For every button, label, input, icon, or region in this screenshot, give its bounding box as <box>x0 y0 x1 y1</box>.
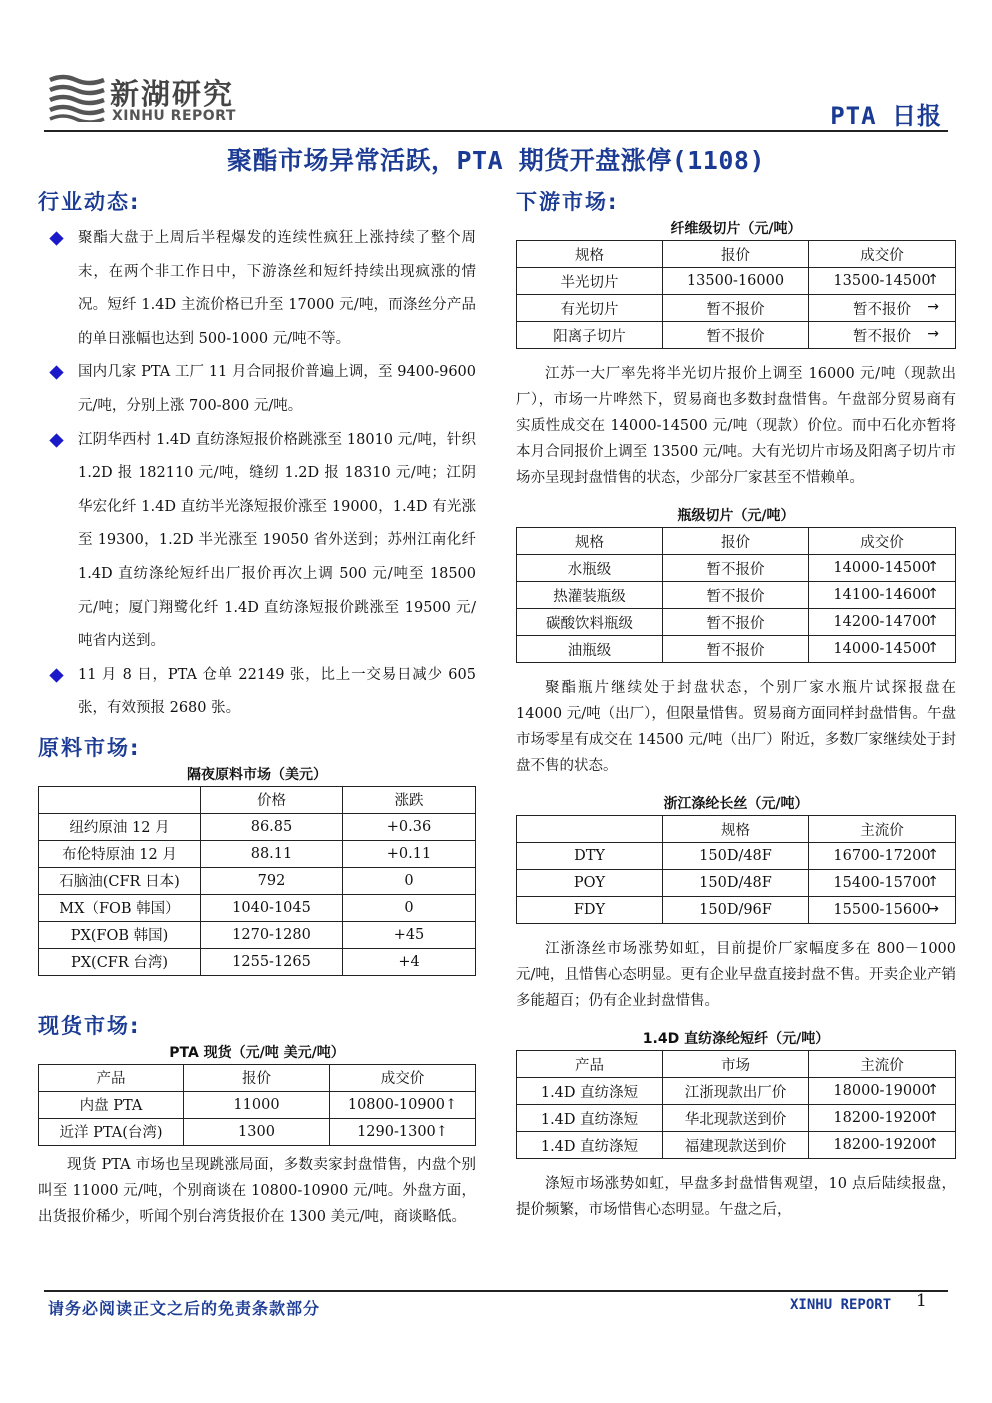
right-column <box>516 186 956 1223</box>
table-cell: 水瓶级 <box>517 555 663 582</box>
filament-paragraph: 江浙涤丝市场涨势如虹，目前提价厂家幅度多在 800－1000 元/吨，且惜售心态明显。更有企业早盘直接封盘不售。开卖企业产销多能超百；仍有企业封盘惜售。 <box>516 941 956 1009</box>
table-cell <box>809 555 956 582</box>
table-row <box>39 1091 476 1118</box>
table-row <box>517 555 956 582</box>
diamond-bullet-icon <box>49 366 63 380</box>
table-header-row <box>39 786 476 813</box>
table-header-row <box>39 1064 476 1091</box>
up-arrow-icon: ↑ <box>445 1096 458 1113</box>
table-cell <box>809 636 956 663</box>
table-header-row <box>517 1051 956 1078</box>
price-range: 16700-17200 <box>833 848 931 864</box>
price-range: 10800-10900 <box>347 1096 445 1113</box>
fiber-chip-table <box>516 240 956 349</box>
col-header: 涨跌 <box>343 786 476 813</box>
table-row <box>517 295 956 322</box>
price-range: 暂不报价 <box>853 328 911 345</box>
table-cell <box>809 268 956 295</box>
table-row <box>517 1078 956 1105</box>
table-cell: 近洋 PTA(台湾) <box>39 1118 184 1145</box>
table-cell: +0.11 <box>343 840 476 867</box>
table-cell: 阳离子切片 <box>517 322 663 349</box>
table-row <box>517 636 956 663</box>
table-row <box>39 813 476 840</box>
downstream-heading: 下游市场: <box>516 190 619 214</box>
table-cell: 0 <box>343 867 476 894</box>
table-cell: 1040-1045 <box>201 894 343 921</box>
table-row <box>39 840 476 867</box>
up-arrow-icon: ↑ <box>927 1136 939 1152</box>
bottle-chip-table <box>516 527 956 663</box>
footer-divider <box>44 1290 948 1292</box>
diamond-bullet-icon <box>49 668 63 682</box>
spot-heading: 现货市场: <box>38 1013 141 1038</box>
table-row <box>517 582 956 609</box>
table-cell: 1.4D 直纺涤短 <box>517 1132 663 1159</box>
col-header: 报价 <box>184 1064 330 1091</box>
col-header <box>39 786 201 813</box>
wave-logo-icon <box>48 72 106 122</box>
table-cell: 暂不报价 <box>663 322 809 349</box>
bullet-text: 11 月 8 日，PTA 仓单 22149 张，比上一交易日减少 605 张，有效预报 2680 张。 <box>78 666 476 717</box>
staple-table <box>516 1050 956 1159</box>
table-row <box>517 843 956 870</box>
table-cell: 1.4D 直纺涤短 <box>517 1078 663 1105</box>
table-cell <box>809 843 956 870</box>
table-cell: 油瓶级 <box>517 636 663 663</box>
table-row <box>517 322 956 349</box>
col-header: 市场 <box>663 1051 809 1078</box>
raw-material-table <box>38 786 476 976</box>
table-cell <box>809 609 956 636</box>
table-cell: 有光切片 <box>517 295 663 322</box>
header-divider <box>44 130 948 132</box>
price-range: 14200-14700 <box>833 614 931 630</box>
table-row <box>517 609 956 636</box>
fiber-chip-paragraph: 江苏一大厂率先将半光切片报价上调至 16000 元/吨（现款出厂），市场一片哗然下，贸易商也多数封盘惜售。午盘部分贸易商有实质性成交在 14000-14500 元/吨（现款）价位。而中石化亦暂将本月合同报价上调至 13500 元/吨。大有光切片市场及阳离子切片市场亦呈现封盘惜售的状态，少部分厂家甚至不惜赖单。 <box>516 366 956 486</box>
table-cell: 华北现款送到价 <box>663 1105 809 1132</box>
table-cell <box>809 322 956 349</box>
table-cell <box>809 897 956 924</box>
price-range: 暂不报价 <box>853 301 911 318</box>
col-header: 产品 <box>39 1064 184 1091</box>
up-arrow-icon: ↑ <box>927 586 939 602</box>
bullet-text: 国内几家 PTA 工厂 11 月合同报价普遍上调，至 9400-9600 元/吨，分别上涨 700-800 元/吨。 <box>78 364 476 414</box>
report-type-label: PTA 日报 <box>830 102 942 130</box>
logo-english-name: XINHU REPORT <box>112 108 236 124</box>
up-arrow-icon: ↑ <box>927 272 939 288</box>
price-range: 14000-14500 <box>833 641 931 657</box>
up-arrow-icon: ↑ <box>927 1082 939 1098</box>
up-arrow-icon: ↑ <box>927 847 939 863</box>
bottle-chip-paragraph: 聚酯瓶片继续处于封盘状态，个别厂家水瓶片试探报盘在 14000 元/吨（出厂），但限量惜售。贸易商方面同样封盘惜售。午盘市场零星有成交在 14500 元/吨（出厂）附近，多数厂家继续处于封盘不售的状态。 <box>516 680 956 774</box>
list-item <box>38 356 476 423</box>
up-arrow-icon: ↑ <box>435 1123 448 1140</box>
table-row <box>39 894 476 921</box>
spot-table <box>38 1064 476 1146</box>
table-cell: 1255-1265 <box>201 948 343 975</box>
price-range: 18000-19000 <box>833 1083 931 1099</box>
table-header-row <box>517 241 956 268</box>
diamond-bullet-icon <box>49 231 63 245</box>
price-range: 14000-14500 <box>833 560 931 576</box>
col-header: 成交价 <box>330 1064 476 1091</box>
table-cell: 暂不报价 <box>663 636 809 663</box>
col-header: 规格 <box>663 816 809 843</box>
table-row <box>39 1118 476 1145</box>
table-cell: 86.85 <box>201 813 343 840</box>
table-cell: 1300 <box>184 1118 330 1145</box>
right-arrow-icon: → <box>927 299 939 315</box>
table-cell: PX(FOB 韩国) <box>39 921 201 948</box>
table-cell: 石脑油(CFR 日本) <box>39 867 201 894</box>
price-range: 15400-15700 <box>833 875 931 891</box>
report-header <box>44 66 948 132</box>
col-header: 主流价 <box>809 816 956 843</box>
table-row <box>517 1105 956 1132</box>
table-cell: 1270-1280 <box>201 921 343 948</box>
table-header-row <box>517 528 956 555</box>
table-cell: +4 <box>343 948 476 975</box>
disclaimer-notice: 请务必阅读正文之后的免责条款部分 <box>48 1299 321 1318</box>
table-cell: 暂不报价 <box>663 609 809 636</box>
page-number: 1 <box>916 1291 927 1311</box>
spot-caption: PTA 现货（元/吨 美元/吨） <box>169 1044 345 1061</box>
table-cell: MX（FOB 韩国） <box>39 894 201 921</box>
table-header-row <box>517 816 956 843</box>
table-cell: 暂不报价 <box>663 295 809 322</box>
up-arrow-icon: ↑ <box>927 559 939 575</box>
list-item <box>38 424 476 659</box>
logo-chinese-name: 新湖研究 <box>110 77 235 111</box>
industry-heading: 行业动态: <box>38 190 141 214</box>
price-range: 15500-15600 <box>833 902 931 918</box>
spot-paragraph: 现货 PTA 市场也呈现跳涨局面，多数卖家封盘惜售，内盘个别叫至 11000 元/吨，个别商谈在 10800-10900 元/吨。外盘方面，出货报价稀少，听闻个别台湾货报价在 1300 美元/吨，商谈略低。 <box>38 1156 476 1225</box>
raw-material-heading: 原料市场: <box>38 735 141 760</box>
list-item <box>38 659 476 726</box>
table-cell <box>809 1132 956 1159</box>
table-cell: 福建现款送到价 <box>663 1132 809 1159</box>
bullet-text: 江阴华西村 1.4D 直纺涤短报价格跳涨至 18010 元/吨，针织 1.2D 报 182110 元/吨，缝纫 1.2D 报 18310 元/吨；江阴华宏化纤 1.4D 直纺半光涤短报价涨至 19000，1.4D 有光涨至 19300，1.2D 半光涨至 19050 省外送到；苏州江南化纤 1.4D 直纺涤纶短纤出厂报价再次上调 500 元/吨至 18500 元/吨；厦门翔鹭化纤 1.4D 直纺涤短报价跳涨至 19500 元/吨省内送到。 <box>78 431 476 650</box>
table-cell: 碳酸饮料瓶级 <box>517 609 663 636</box>
col-header: 成交价 <box>809 241 956 268</box>
table-cell: PX(CFR 台湾) <box>39 948 201 975</box>
bullet-text: 聚酯大盘于上周后半程爆发的连续性疯狂上涨持续了整个周末，在两个非工作日中，下游涤丝和短纤持续出现疯涨的情况。短纤 1.4D 主流价格已升至 17000 元/吨，而涤丝分产品的单日涨幅也达到 500-1000 元/吨不等。 <box>78 230 476 347</box>
table-cell <box>809 582 956 609</box>
left-column <box>38 186 476 1230</box>
right-arrow-icon: → <box>927 326 939 342</box>
table-cell: 1.4D 直纺涤短 <box>517 1105 663 1132</box>
price-range: 1290-1300 <box>357 1123 436 1140</box>
table-cell: 半光切片 <box>517 268 663 295</box>
page-title: 聚酯市场异常活跃，PTA 期货开盘涨停(1108) <box>226 146 765 175</box>
col-header: 报价 <box>663 528 809 555</box>
table-cell <box>809 1105 956 1132</box>
col-header: 规格 <box>517 528 663 555</box>
staple-caption: 1.4D 直纺涤纶短纤（元/吨） <box>642 1031 830 1047</box>
price-range: 18200-19200 <box>833 1110 931 1126</box>
list-item <box>38 222 476 356</box>
price-range: 18200-19200 <box>833 1137 931 1153</box>
col-header: 价格 <box>201 786 343 813</box>
table-cell: 88.11 <box>201 840 343 867</box>
table-cell: +0.36 <box>343 813 476 840</box>
fiber-chip-caption: 纤维级切片（元/吨） <box>670 221 802 237</box>
table-cell: FDY <box>517 897 663 924</box>
table-cell: 江浙现款出厂价 <box>663 1078 809 1105</box>
table-row <box>39 867 476 894</box>
table-cell: +45 <box>343 921 476 948</box>
table-cell: 热灌装瓶级 <box>517 582 663 609</box>
col-header: 规格 <box>517 241 663 268</box>
col-header: 成交价 <box>809 528 956 555</box>
table-row <box>39 948 476 975</box>
table-row <box>517 268 956 295</box>
table-cell: 布伦特原油 12 月 <box>39 840 201 867</box>
table-cell: POY <box>517 870 663 897</box>
filament-caption: 浙江涤纶长丝（元/吨） <box>663 796 809 812</box>
industry-bullets <box>38 222 476 726</box>
up-arrow-icon: ↑ <box>927 613 939 629</box>
table-cell: 0 <box>343 894 476 921</box>
up-arrow-icon: ↑ <box>927 874 939 890</box>
col-header: 产品 <box>517 1051 663 1078</box>
bottle-chip-caption: 瓶级切片（元/吨） <box>677 508 795 524</box>
table-cell: 150D/96F <box>663 897 809 924</box>
xinhu-logo <box>44 66 284 126</box>
table-cell: 792 <box>201 867 343 894</box>
table-cell: 暂不报价 <box>663 555 809 582</box>
table-cell <box>809 870 956 897</box>
filament-table <box>516 815 956 924</box>
table-cell: 内盘 PTA <box>39 1091 184 1118</box>
table-cell: 11000 <box>184 1091 330 1118</box>
col-header <box>517 816 663 843</box>
diamond-bullet-icon <box>49 433 63 447</box>
table-cell: 150D/48F <box>663 870 809 897</box>
table-row <box>39 921 476 948</box>
table-row <box>517 897 956 924</box>
table-cell: 13500-16000 <box>663 268 809 295</box>
table-cell: DTY <box>517 843 663 870</box>
up-arrow-icon: ↑ <box>927 1109 939 1125</box>
table-cell: 暂不报价 <box>663 582 809 609</box>
price-range: 13500-14500 <box>833 273 931 289</box>
footer-brand: XINHU REPORT <box>790 1297 892 1313</box>
table-row <box>517 870 956 897</box>
table-cell <box>330 1091 476 1118</box>
price-range: 14100-14600 <box>833 587 931 603</box>
table-cell <box>330 1118 476 1145</box>
table-cell: 纽约原油 12 月 <box>39 813 201 840</box>
table-row <box>517 1132 956 1159</box>
table-cell <box>809 1078 956 1105</box>
table-cell <box>809 295 956 322</box>
up-arrow-icon: ↑ <box>927 640 939 656</box>
raw-material-caption: 隔夜原料市场（美元） <box>187 766 327 783</box>
table-cell: 150D/48F <box>663 843 809 870</box>
col-header: 报价 <box>663 241 809 268</box>
staple-paragraph: 涤短市场涨势如虹，早盘多封盘惜售观望，10 点后陆续报盘，提价频繁，市场惜售心态明显。午盘之后， <box>516 1176 956 1218</box>
col-header: 主流价 <box>809 1051 956 1078</box>
right-arrow-icon: → <box>927 901 939 917</box>
